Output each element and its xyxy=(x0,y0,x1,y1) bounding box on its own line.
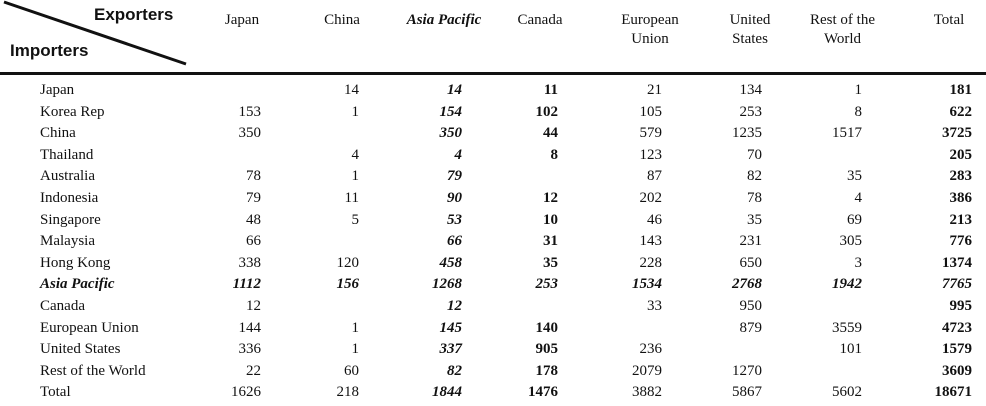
table-row xyxy=(0,276,986,297)
row-label: Total xyxy=(40,384,71,401)
table-row xyxy=(0,363,986,384)
table-cell: 1268 xyxy=(432,276,462,293)
table-cell: 5867 xyxy=(732,384,762,401)
table-cell: 90 xyxy=(447,190,462,206)
table-cell: 5 xyxy=(351,211,359,228)
table-cell: 1942 xyxy=(832,276,862,293)
table-row xyxy=(0,320,986,341)
table-cell: 82 xyxy=(747,168,762,185)
table-cell: 14 xyxy=(344,82,359,98)
table-cell: 8 xyxy=(550,146,558,163)
table-cell: 1270 xyxy=(732,362,762,379)
table-cell: 253 xyxy=(535,276,558,293)
table-cell: 21 xyxy=(647,82,662,98)
table-cell: 12 xyxy=(543,190,558,206)
table-cell: 1 xyxy=(854,82,862,98)
table-cell: 14 xyxy=(447,82,462,98)
col-header-canada: Canada xyxy=(517,12,563,28)
row-label: Rest of the World xyxy=(40,362,146,379)
table-cell: 1579 xyxy=(942,341,972,358)
table-cell: 48 xyxy=(246,211,261,228)
table-cell: 350 xyxy=(238,125,261,142)
table-cell: 995 xyxy=(949,298,972,314)
table-cell: 156 xyxy=(336,276,359,293)
row-label: Japan xyxy=(40,82,75,98)
col-header-asia-pacific: Asia Pacific xyxy=(406,12,482,28)
table-cell: 123 xyxy=(639,146,662,163)
col-header-japan: Japan xyxy=(224,12,260,28)
table-cell: 5602 xyxy=(832,384,862,401)
table-cell: 231 xyxy=(739,233,762,250)
table-cell: 134 xyxy=(739,82,762,98)
table-cell: 4 xyxy=(454,146,462,163)
table-cell: 78 xyxy=(747,190,762,206)
table-cell: 10 xyxy=(543,211,558,228)
table-cell: 3882 xyxy=(632,384,662,401)
table-row xyxy=(0,212,986,233)
row-label: European Union xyxy=(40,319,139,336)
table-row xyxy=(0,298,986,319)
table-cell: 44 xyxy=(543,125,558,142)
table-cell: 145 xyxy=(439,319,462,336)
row-label: Singapore xyxy=(40,211,101,228)
table-cell: 338 xyxy=(238,254,261,271)
col-header-european-union: European Union xyxy=(621,12,679,47)
col-header-total: Total xyxy=(933,12,965,28)
col-header-united-states: United States xyxy=(729,12,771,47)
table-cell: 105 xyxy=(639,103,662,120)
table-cell: 1534 xyxy=(632,276,662,293)
table-cell: 236 xyxy=(639,341,662,358)
table-cell: 11 xyxy=(543,82,558,98)
table-cell: 22 xyxy=(246,362,261,379)
table-cell: 386 xyxy=(949,190,972,206)
table-cell: 458 xyxy=(439,254,462,271)
table-cell: 144 xyxy=(238,319,261,336)
table-row xyxy=(0,82,986,103)
table-cell: 35 xyxy=(747,211,762,228)
table-cell: 66 xyxy=(447,233,462,250)
table-cell: 33 xyxy=(647,298,662,314)
table-cell: 18671 xyxy=(934,384,972,401)
table-cell: 337 xyxy=(439,341,462,358)
table-cell: 102 xyxy=(535,103,558,120)
table-cell: 3609 xyxy=(942,362,972,379)
table-cell: 2768 xyxy=(732,276,762,293)
table-row xyxy=(0,233,986,254)
table-cell: 12 xyxy=(447,298,462,314)
table-row xyxy=(0,104,986,125)
row-label: Canada xyxy=(40,298,85,314)
row-label: China xyxy=(40,125,76,142)
row-label: Indonesia xyxy=(40,190,99,206)
row-label: Asia Pacific xyxy=(40,276,115,293)
importers-label: Importers xyxy=(10,41,89,60)
table-cell: 79 xyxy=(246,190,261,206)
table-cell: 283 xyxy=(949,168,972,185)
table-cell: 253 xyxy=(739,103,762,120)
table-cell: 35 xyxy=(543,254,558,271)
table-row xyxy=(0,384,986,405)
table-cell: 69 xyxy=(847,211,862,228)
table-cell: 181 xyxy=(949,82,972,98)
table-cell: 3725 xyxy=(942,125,972,142)
table-cell: 53 xyxy=(447,211,462,228)
table-cell: 1 xyxy=(351,168,359,185)
row-label: Hong Kong xyxy=(40,254,111,271)
table-cell: 218 xyxy=(336,384,359,401)
table-cell: 70 xyxy=(747,146,762,163)
table-cell: 350 xyxy=(439,125,462,142)
table-cell: 3 xyxy=(854,254,862,271)
table-row xyxy=(0,147,986,168)
table-cell: 905 xyxy=(535,341,558,358)
table-cell: 66 xyxy=(246,233,261,250)
table-cell: 2079 xyxy=(632,362,662,379)
table-cell: 650 xyxy=(739,254,762,271)
table-cell: 12 xyxy=(246,298,261,314)
table-cell: 143 xyxy=(639,233,662,250)
table-cell: 879 xyxy=(739,319,762,336)
row-label: United States xyxy=(40,341,121,358)
table-cell: 11 xyxy=(344,190,359,206)
table-cell: 305 xyxy=(839,233,862,250)
table-cell: 4 xyxy=(351,146,359,163)
table-cell: 622 xyxy=(949,103,972,120)
table-cell: 8 xyxy=(854,103,862,120)
row-label: Korea Rep xyxy=(40,103,105,120)
table-cell: 46 xyxy=(647,211,662,228)
table-cell: 140 xyxy=(535,319,558,336)
table-cell: 35 xyxy=(847,168,862,185)
table-cell: 154 xyxy=(439,103,462,120)
table-cell: 950 xyxy=(739,298,762,314)
row-label: Malaysia xyxy=(40,233,95,250)
table-cell: 153 xyxy=(238,103,261,120)
table-cell: 78 xyxy=(246,168,261,185)
table-cell: 31 xyxy=(543,233,558,250)
table-cell: 1517 xyxy=(832,125,862,142)
col-header-china: China xyxy=(324,12,360,28)
table-cell: 178 xyxy=(535,362,558,379)
table-row xyxy=(0,125,986,146)
header-rule xyxy=(0,72,986,75)
table-cell: 579 xyxy=(639,125,662,142)
table-cell: 213 xyxy=(949,211,972,228)
table-cell: 1 xyxy=(351,319,359,336)
table-cell: 1 xyxy=(351,341,359,358)
table-cell: 1626 xyxy=(231,384,261,401)
table-cell: 228 xyxy=(639,254,662,271)
table-cell: 87 xyxy=(647,168,662,185)
table-row xyxy=(0,255,986,276)
table-row xyxy=(0,168,986,189)
table-cell: 1112 xyxy=(232,276,261,293)
table-cell: 4723 xyxy=(942,319,972,336)
table-cell: 101 xyxy=(839,341,862,358)
table-cell: 776 xyxy=(949,233,972,250)
table-corner-header xyxy=(0,0,200,72)
table-cell: 60 xyxy=(344,362,359,379)
table-cell: 3559 xyxy=(832,319,862,336)
table-cell: 7765 xyxy=(942,276,972,293)
table-cell: 1235 xyxy=(732,125,762,142)
table-cell: 336 xyxy=(238,341,261,358)
table-cell: 205 xyxy=(949,146,972,163)
table-cell: 79 xyxy=(447,168,462,185)
row-label: Australia xyxy=(40,168,95,185)
table-row xyxy=(0,190,986,211)
col-header-rest-of-world: Rest of the World xyxy=(810,12,875,47)
row-label: Thailand xyxy=(40,146,94,163)
table-cell: 1844 xyxy=(432,384,462,401)
table-cell: 1374 xyxy=(942,254,972,271)
table-cell: 1476 xyxy=(528,384,558,401)
table-cell: 120 xyxy=(336,254,359,271)
table-row xyxy=(0,341,986,362)
exporters-label: Exporters xyxy=(94,5,174,24)
table-cell: 82 xyxy=(447,362,462,379)
table-cell: 1 xyxy=(351,103,359,120)
table-cell: 4 xyxy=(854,190,862,206)
table-cell: 202 xyxy=(639,190,662,206)
